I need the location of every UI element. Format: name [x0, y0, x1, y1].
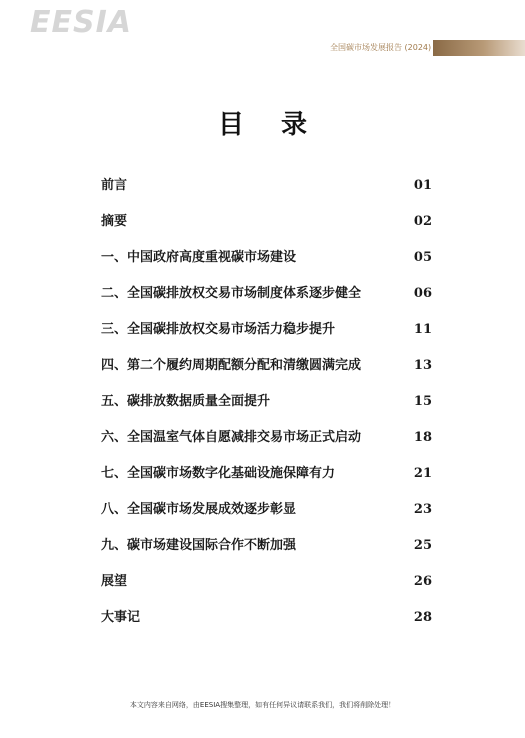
toc-entry-page: 01 [413, 178, 432, 193]
toc-entry-label: 一、中国政府高度重视碳市场建设 [101, 250, 297, 265]
page-title: 目 录 [217, 110, 322, 140]
toc-entry-label: 七、全国碳市场数字化基础设施保障有力 [101, 466, 336, 481]
toc-entry-section-9[interactable] [101, 528, 432, 564]
toc-entry-section-5[interactable] [101, 384, 432, 420]
toc-entry-label: 九、碳市场建设国际合作不断加强 [101, 538, 297, 553]
footer-disclaimer: 本文内容来自网络，由EESIA搜集整理，如有任何异议请联系我们，我们将削除处理！ [129, 701, 396, 709]
eesia-logo: EESIA [30, 5, 132, 40]
toc-entry-section-3[interactable] [101, 312, 432, 348]
toc-entry-section-1[interactable] [101, 240, 432, 276]
toc-entry-page: 18 [413, 430, 432, 445]
toc-entry-label: 摘要 [101, 214, 128, 229]
toc-entry-label: 前言 [101, 178, 128, 193]
toc-entry-abstract[interactable] [101, 204, 432, 240]
table-of-contents [101, 168, 432, 636]
toc-entry-page: 15 [413, 394, 432, 409]
toc-entry-section-8[interactable] [101, 492, 432, 528]
toc-entry-page: 06 [413, 286, 432, 301]
toc-entry-page: 26 [413, 574, 432, 589]
toc-entry-page: 02 [413, 214, 432, 229]
toc-entry-page: 05 [413, 250, 432, 265]
report-header-title: 全国碳市场发展报告 (2024) [330, 43, 432, 52]
toc-entry-label: 展望 [101, 574, 128, 589]
toc-entry-section-7[interactable] [101, 456, 432, 492]
toc-entry-section-4[interactable] [101, 348, 432, 384]
toc-entry-preface[interactable] [101, 168, 432, 204]
toc-entry-section-6[interactable] [101, 420, 432, 456]
toc-entry-chronicle[interactable] [101, 600, 432, 636]
toc-entry-page: 23 [413, 502, 432, 517]
toc-entry-page: 28 [413, 610, 432, 625]
toc-entry-page: 11 [413, 322, 432, 337]
toc-entry-page: 21 [413, 466, 432, 481]
toc-entry-label: 大事记 [101, 610, 141, 625]
toc-entry-section-2[interactable] [101, 276, 432, 312]
toc-entry-outlook[interactable] [101, 564, 432, 600]
toc-entry-label: 四、第二个履约周期配额分配和清缴圆满完成 [101, 358, 362, 373]
toc-entry-page: 13 [413, 358, 432, 373]
toc-entry-label: 三、全国碳排放权交易市场活力稳步提升 [101, 322, 336, 337]
toc-entry-page: 25 [413, 538, 432, 553]
toc-entry-label: 八、全国碳市场发展成效逐步彰显 [101, 502, 297, 517]
toc-entry-label: 二、全国碳排放权交易市场制度体系逐步健全 [101, 286, 362, 301]
header-accent-bar [433, 40, 525, 56]
toc-entry-label: 五、碳排放数据质量全面提升 [101, 394, 271, 409]
toc-entry-label: 六、全国温室气体自愿减排交易市场正式启动 [101, 430, 362, 445]
